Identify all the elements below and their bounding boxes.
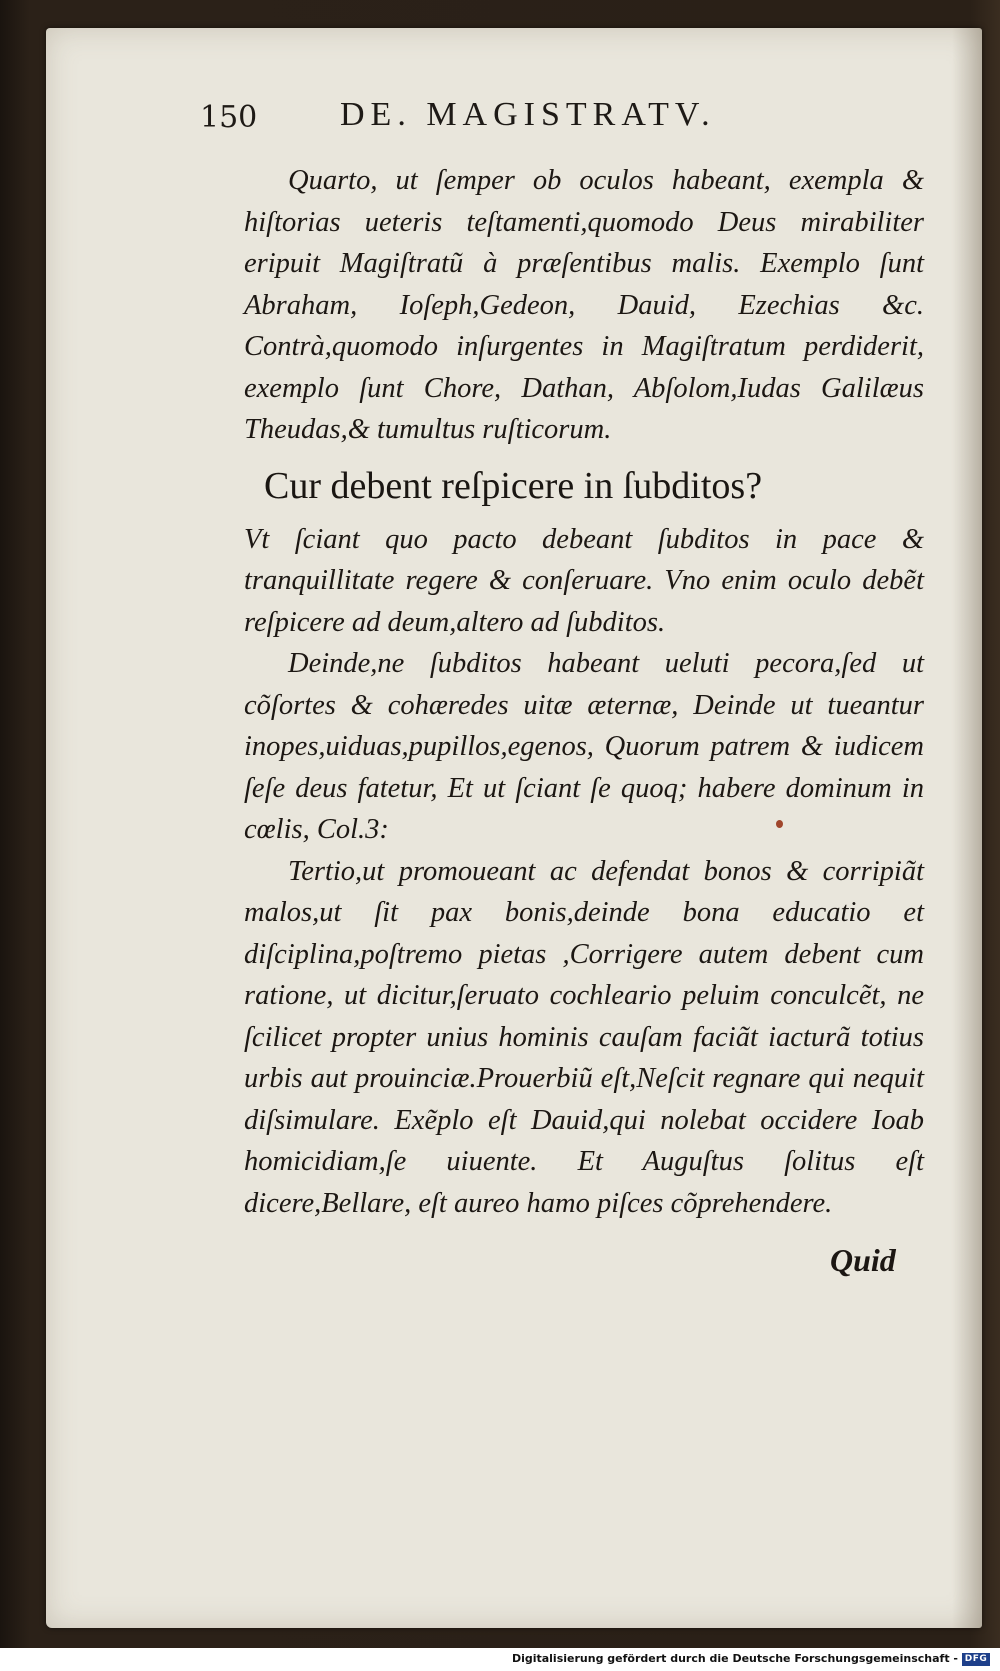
text-block bbox=[244, 160, 924, 1224]
page-number: 150 bbox=[200, 100, 258, 135]
page-header bbox=[200, 92, 840, 152]
footer-bar bbox=[0, 1648, 1000, 1671]
section-heading: Cur debent reſpicere in ſubditos? bbox=[264, 464, 763, 507]
paragraph: Tertio,ut promoueant ac defendat bonos & corripiãt malos,ut ſit pax bonis,deinde bona educatio et diſciplina,poſtremo pietas ,Corrigere autem debent cum ratione, ut dicitur,ſeruato cochleario peluim conculcẽt, ne ſcilicet propter unius hominis cauſam faciãt iacturã totius urbis aut prouinciæ.Prouerbiũ eſt,Neſcit regnare qui nequit diſsimulare. Exẽplo eſt Dauid,qui nolebat occidere Ioab homicidiam,ſe uiuente. Et Auguſtus ſolitus eſt dicere,Bellare, eſt aureo hamo piſces cõprehendere. bbox=[244, 855, 924, 1219]
dfg-logo-icon: DFG bbox=[962, 1653, 990, 1666]
catchword: Quid bbox=[830, 1242, 896, 1278]
paper-stain bbox=[776, 820, 783, 828]
page-gutter-shadow bbox=[952, 28, 982, 1628]
running-title: DE. MAGISTRATV. bbox=[340, 96, 716, 133]
digitization-credit: Digitalisierung gefördert durch die Deutsche Forschungsgemeinschaft - bbox=[511, 1652, 958, 1665]
paragraph: Vt ſciant quo pacto debeant ſubditos in pace & tranquillitate regere & conſeruare. Vno enim oculo debẽt reſpicere ad deum,altero ad ſubditos. bbox=[244, 523, 924, 638]
paragraph: Quarto, ut ſemper ob oculos habeant, exempla & hiſtorias ueteris teſtamenti,quomodo Deus mirabiliter eripuit Magiſtratũ à præſentibus malis. Exemplo ſunt Abraham, Ioſeph,Gedeon, Dauid, Ezechias &c. Contrà,quomodo inſurgentes in Magiſtratum perdiderit, exemplo ſunt Chore, Dathan, Abſolom,Iudas Galilæus Theudas,& tumultus ruſticorum. bbox=[244, 165, 924, 445]
paragraph: Deinde,ne ſubditos habeant ueluti pecora,ſed ut cõſortes & cohæredes uitæ æternæ, Deinde ut tueantur inopes,uiduas,pupillos,egenos, Quorum patrem & iudicem ſeſe deus fatetur, Et ut ſciant ſe quoq; habere dominum in cœlis, Col.3: bbox=[244, 648, 924, 845]
